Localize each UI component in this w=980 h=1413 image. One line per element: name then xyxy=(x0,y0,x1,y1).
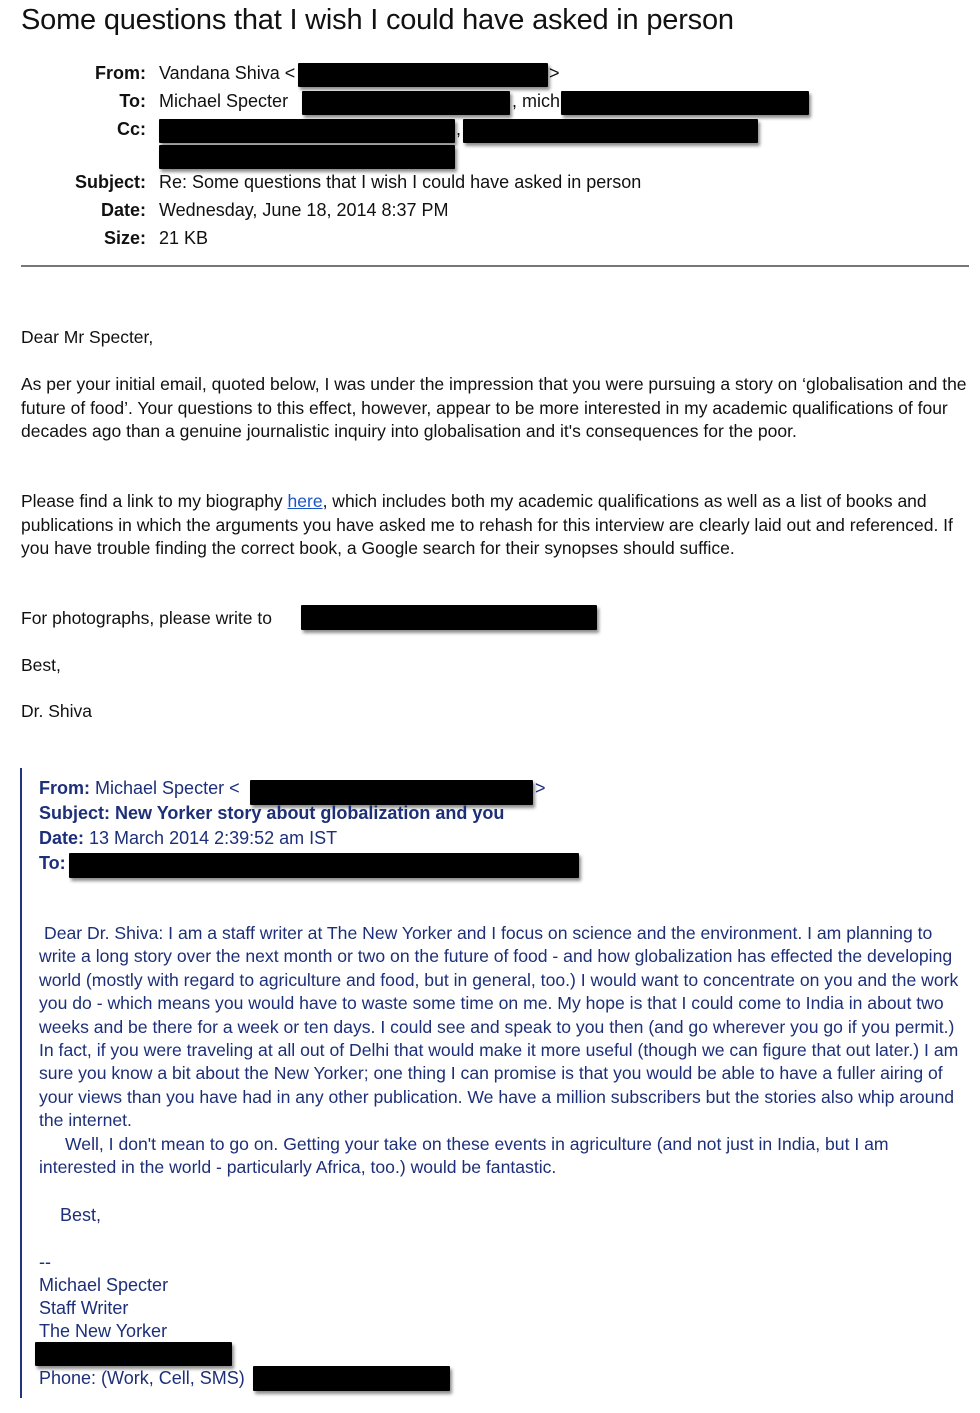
quoted-subject-label: Subject: xyxy=(39,803,111,823)
signature: Dr. Shiva xyxy=(21,701,92,721)
date-value: Wednesday, June 18, 2014 8:37 PM xyxy=(159,200,449,220)
signature-title: Staff Writer xyxy=(39,1298,129,1318)
paragraph xyxy=(21,373,969,444)
quoted-subject-row xyxy=(39,803,504,824)
from-label: From: xyxy=(95,63,146,83)
subject-label: Subject: xyxy=(74,172,146,192)
quoted-date-value: 13 March 2014 2:39:52 am IST xyxy=(89,828,338,848)
redaction-box xyxy=(69,853,579,878)
quoted-to-label: To: xyxy=(39,853,66,873)
quoted-from-value[interactable]: Michael Specter < xyxy=(95,778,240,798)
redaction-box xyxy=(159,119,455,143)
quoted-body-paragraph-1: Dear Dr. Shiva: I am a staff writer at The New Yorker and I focus on science and the environment. I am planning to write a long story over the next month or two on the future of food - and how globalization has effected the developing world (mostly with regard to agriculture and food, but in general, too.) I would want to concentrate on you and the work you do - which means you would have to waste some time on me. My hope is that I could come to India in about two weeks and be there for a week or ten days. I could see and speak to you then (and go wherever you go if you permit.) In fact, if you were traveling at all out of Delhi that would make it more useful (though we can figure that out later.) I am sure you know a bit about the New Yorker; one thing I can promise is that you would be able to have a fuller airing of your views than you have had in any other publication. We have a million subscribers but the stories also whip around the internet. xyxy=(39,923,959,1131)
quoted-from-label: From: xyxy=(39,778,90,798)
quoted-to-row xyxy=(39,853,66,874)
from-value[interactable]: Vandana Shiva < xyxy=(159,63,296,83)
quoted-date-label: Date: xyxy=(39,828,85,848)
size-value: 21 KB xyxy=(159,228,209,248)
redaction-box xyxy=(302,91,510,115)
quoted-date-row xyxy=(39,828,337,849)
paragraph-1: As per your initial email, quoted below, I was under the impression that you were pursuing a story on ‘globalisation and the future of food’. Your questions to this effect, however, appear to be more interested in my academic qualifications of four decades ago than a genuine journalistic inquiry into globalisation and it's consequences for the poor. xyxy=(21,374,967,441)
quoted-from-close: > xyxy=(535,778,546,798)
to-value[interactable]: Michael Specter xyxy=(159,91,289,111)
cc-separator: , xyxy=(456,119,462,139)
size-row xyxy=(0,225,980,251)
signature-phone: Phone: (Work, Cell, SMS) xyxy=(39,1368,245,1388)
redaction-box xyxy=(298,63,548,87)
header-divider xyxy=(21,265,969,267)
paragraph-2-lead: Please find a link to my biography xyxy=(21,491,288,511)
redaction-box xyxy=(561,91,809,115)
subject-row xyxy=(0,169,980,195)
to-extra[interactable]: , mich xyxy=(512,91,561,111)
redaction-box xyxy=(301,605,597,630)
subject-value: Re: Some questions that I wish I could have asked in person xyxy=(159,172,642,192)
date-row xyxy=(0,197,980,223)
signature-name: Michael Specter xyxy=(39,1275,169,1295)
redaction-box xyxy=(35,1342,232,1366)
email-title: Some questions that I wish I could have asked in person xyxy=(21,4,734,36)
paragraph-2 xyxy=(21,490,969,561)
size-label: Size: xyxy=(103,228,146,248)
quoted-body-paragraph-2: Well, I don't mean to go on. Getting your take on these events in agriculture (and not just in India, but I am interested in the world - particularly Africa, too.) would be fantastic. xyxy=(39,1133,889,1178)
quoted-from-row xyxy=(39,778,240,799)
quoted-body xyxy=(39,922,964,1179)
paragraph xyxy=(21,490,969,561)
redaction-box xyxy=(463,119,758,143)
signature-separator: -- xyxy=(39,1252,51,1272)
to-label: To: xyxy=(119,91,146,111)
biography-link[interactable]: here xyxy=(287,491,323,511)
greeting: Dear Mr Specter, xyxy=(21,327,154,347)
photographs-line: For photographs, please write to xyxy=(21,608,272,628)
redaction-box xyxy=(250,780,533,805)
cc-label: Cc: xyxy=(116,119,146,139)
signature-org: The New Yorker xyxy=(39,1321,168,1341)
redaction-box xyxy=(159,145,455,169)
quoted-closing: Best, xyxy=(60,1205,102,1225)
quoted-subject-value: New Yorker story about globalization and you xyxy=(115,803,505,823)
redaction-box xyxy=(253,1366,450,1391)
from-close: > xyxy=(549,63,560,83)
closing: Best, xyxy=(21,655,61,675)
date-label: Date: xyxy=(100,200,146,220)
paragraph-2-rest: , which includes both my academic qualifications as well as a list of books and publications in which the arguments you have asked me to rehash for this interview are clearly laid out and referenced. If you have trouble finding the correct book, a Google search for their synopses should suffice. xyxy=(21,491,953,558)
